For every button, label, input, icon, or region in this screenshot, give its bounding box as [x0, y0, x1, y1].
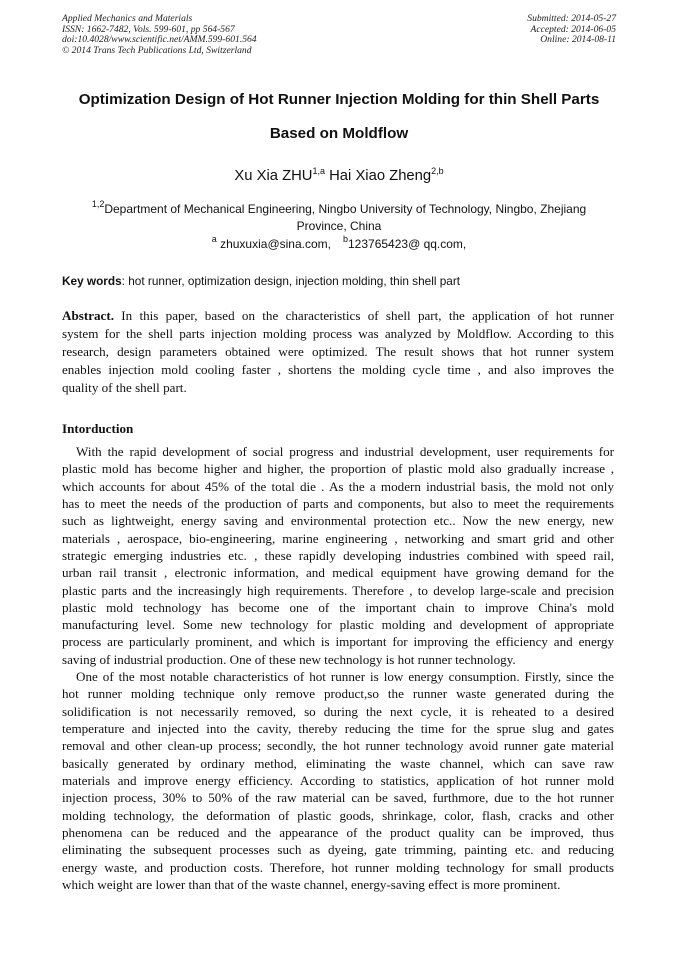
journal-issn: ISSN: 1662-7482, Vols. 599-601, pp 564-567	[62, 23, 235, 35]
body-line: eliminating the subsequent processes such as dyeing, gate trimming, painting etc. and reducing	[62, 842, 614, 858]
body-line: has to meet the needs of the production of parts and components, but also to meet the requirements	[62, 495, 614, 511]
affiliation-text: Department of Mechanical Engineering, Ningbo University of Technology, Ningbo, Zhejiang	[104, 202, 587, 216]
journal-name: Applied Mechanics and Materials	[62, 13, 193, 24]
body-line: plastic mold has become higher and higher, the proportion of plastic mold also gradually increase ,	[62, 461, 614, 477]
abstract-line: system for the shell parts injection molding process was analyzed by Moldflow. According to this	[62, 326, 614, 341]
body-line: One of the most notable characteristics of hot runner is low energy consumption. Firstly, since the	[76, 669, 614, 685]
email-link[interactable]: 123765423@ qq.com,	[348, 237, 467, 251]
author-name: Hai Xiao Zheng	[329, 168, 432, 184]
paper-title-line-1: Optimization Design of Hot Runner Injection Molding for thin Shell Parts	[78, 91, 600, 108]
author-superscript: 1,a	[312, 166, 325, 176]
journal-doi: doi:10.4028/www.scientific.net/AMM.599-601.564	[62, 34, 257, 46]
affiliation-line-1	[60, 201, 618, 218]
body-line: molding technology, the deformation of plastic goods, shrinkage, color, flash, cracks and other	[62, 807, 614, 823]
body-line: temperature and injected into the cavity, thereby reducing the time for the sprue slug and gates	[62, 721, 614, 736]
body-line: materials , aerospace, bio-engineering, marine engineering , networking and smart grid and other	[62, 530, 614, 546]
introduction-body	[62, 443, 614, 893]
body-line: manufacturing level. Some new technology for plastic molding and development of appropriate	[62, 617, 614, 633]
body-line: injection process, 30% to 50% of the raw material can be saved, furthmore, due to the hot runner	[62, 790, 614, 806]
body-line: saving of industrial production. One of these new technology is hot runner technology.	[62, 651, 516, 667]
body-line: strategic emerging industries etc. , these rapidly developing industries combined with speed rail,	[62, 547, 614, 563]
keywords	[62, 273, 622, 290]
author-list	[40, 166, 638, 186]
journal-copyright: © 2014 Trans Tech Publications Ltd, Switzerland	[62, 44, 252, 56]
online-date: Online: 2014-08-11	[540, 34, 616, 46]
abstract-label: Abstract.	[62, 308, 114, 323]
email-superscript: b	[342, 234, 348, 244]
body-line: plastic mold technology has become one of the important chain to improve China's mold	[62, 599, 614, 615]
abstract	[62, 307, 614, 397]
body-line: With the rapid development of social progress and industrial development, user requirements for	[76, 444, 614, 459]
author-emails	[60, 236, 618, 253]
abstract-line: enables injection mold cooling faster , shortens the molding cycle time , and also improves the	[62, 362, 614, 377]
body-line: process are particularly prominent, and which is important for improving the efficiency and energy	[62, 634, 614, 650]
affiliation-superscript: 1,2	[91, 199, 105, 209]
abstract-line: quality of the shell part.	[62, 380, 187, 395]
body-line: which weight are lower than that of the waste channel, energy-saving effect is more prominent.	[62, 876, 561, 892]
author-name: Xu Xia ZHU	[234, 168, 313, 184]
body-line: basically generated by ordinary method, eliminating the waste channel, which can save raw	[62, 755, 614, 771]
submitted-date: Submitted: 2014-05-27	[527, 13, 616, 24]
body-line: energy waste, and production costs. Therefore, hot runner molding technology for small products	[62, 859, 614, 875]
journal-info	[62, 14, 257, 56]
body-line: hot runner molding technique only remove product,so the runner waste generated during the	[62, 686, 614, 702]
body-line: plastic parts and the increasingly high requirements. Therefore , to develop large-scale and precision	[62, 582, 614, 598]
body-line: removal and other clean-up process; secondly, the hot runner technology avoid runner gate material	[62, 738, 614, 754]
email-link[interactable]: zhuxuxia@sina.com,	[220, 237, 331, 251]
keywords-label: Key words	[62, 274, 122, 288]
body-line: which accounts for about 45% of the total die . As the a modern industrial basis, the mold not only	[62, 478, 614, 494]
body-line: phenomena can be reduced and the appearance of the product quality can be improved, thus	[62, 824, 614, 840]
keywords-text: : hot runner, optimization design, injection molding, thin shell part	[121, 274, 461, 288]
body-line: solidification is not necessarily removed, so during the next cycle, it is reheated to a desired	[62, 703, 614, 719]
affiliation-line-2: Province, China	[296, 219, 382, 233]
abstract-line: research, design parameters obtained were optimized. The result shows that hot runner system	[62, 344, 614, 359]
author-superscript: 2,b	[431, 166, 444, 176]
submission-dates	[527, 14, 616, 46]
abstract-line: Abstract. In this paper, based on the characteristics of shell part, the application of hot runner	[62, 308, 614, 323]
body-line: materials and improve energy efficiency. According to statistics, application of hot runner mold	[62, 772, 614, 788]
email-superscript: a	[211, 234, 217, 244]
body-line: such as lightweight, energy saving and environmental protection etc.. Now the new energy, new	[62, 513, 614, 529]
accepted-date: Accepted: 2014-06-05	[530, 23, 616, 35]
paper-title-line-2: Based on Moldflow	[269, 125, 409, 142]
section-heading: Intorduction	[62, 421, 134, 436]
body-line: urban rail transit , electronic information, and medical equipment have growing demand for the	[62, 565, 614, 581]
